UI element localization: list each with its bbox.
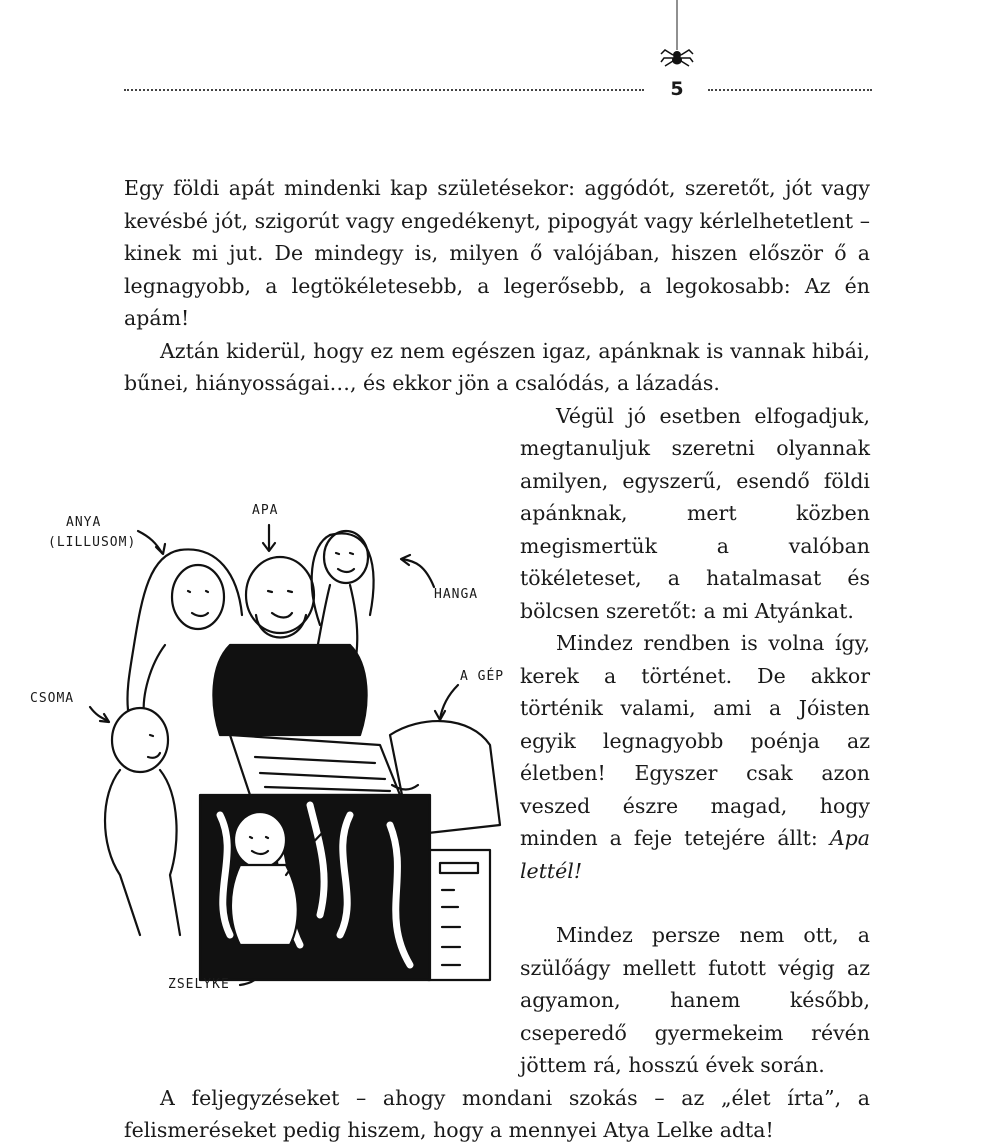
- label-zselyke: ZSELYKE: [168, 977, 230, 992]
- illustration-space: [124, 465, 520, 1050]
- paragraph-5: Mindez persze nem ott, a szülőágy mellett futott végig az agyamon, hanem később, cseperedő gyermekeim révén jöttem rá, hosszú évek során.: [520, 923, 870, 1077]
- spider-icon: [655, 0, 699, 72]
- paragraph-1: Egy földi apát mindenki kap születésekor: aggódót, szeretőt, jót vagy kevésbé jót, szigorút vagy engedékenyt, pipogyát vagy kérlelhetetlent – kinek mi jut. De mindegy is, milyen ő valójában, hiszen először ő a legnagyobb, a legtökéletesebb, a legerősebb, a legokosabb: Az én apám!: [124, 176, 870, 330]
- header-rule-right: [708, 89, 872, 91]
- page-number: 5: [670, 78, 684, 100]
- paragraph-4-text: Mindez rendben is volna így, kerek a történet. De akkor történik valami, ami a Jóisten egyik legnagyobb poénja az életben! Egyszer csak azon veszed észre magad, hogy minden a feje tetejére állt:: [520, 631, 870, 850]
- label-lillusom: (LILLUSOM): [48, 535, 137, 550]
- label-hanga: HANGA: [434, 587, 479, 602]
- header-rule-left: [124, 89, 644, 91]
- paragraph-4-italic: Apa lettél!: [520, 826, 870, 883]
- label-gep: A GÉP: [460, 669, 505, 684]
- paragraph-2: Aztán kiderül, hogy ez nem egészen igaz, apánknak is vannak hibái, bűnei, hiányosságai…, és ekkor jön a csalódás, a lázadás.: [124, 338, 870, 395]
- label-anya: ANYA: [66, 515, 102, 530]
- body-text: [124, 172, 870, 1147]
- paragraph-3-text: Végül jó esetben elfogadjuk, megtanuljuk szeretni olyannak amilyen, egyszerű, esendő földi apánknak, mert közben megismertük a valóban tökéleteset, a hatalmasat és bölcsen szeretőt: a mi Atyánkat.: [520, 403, 870, 623]
- paragraph-6: A feljegyzéseket – ahogy mondani szokás – az „élet írta”, a felismeréseket pedig hiszem, hogy a mennyei Atya Lelke adta!: [124, 1085, 870, 1142]
- label-apa: APA: [252, 503, 279, 518]
- label-csoma: CSOMA: [30, 691, 75, 706]
